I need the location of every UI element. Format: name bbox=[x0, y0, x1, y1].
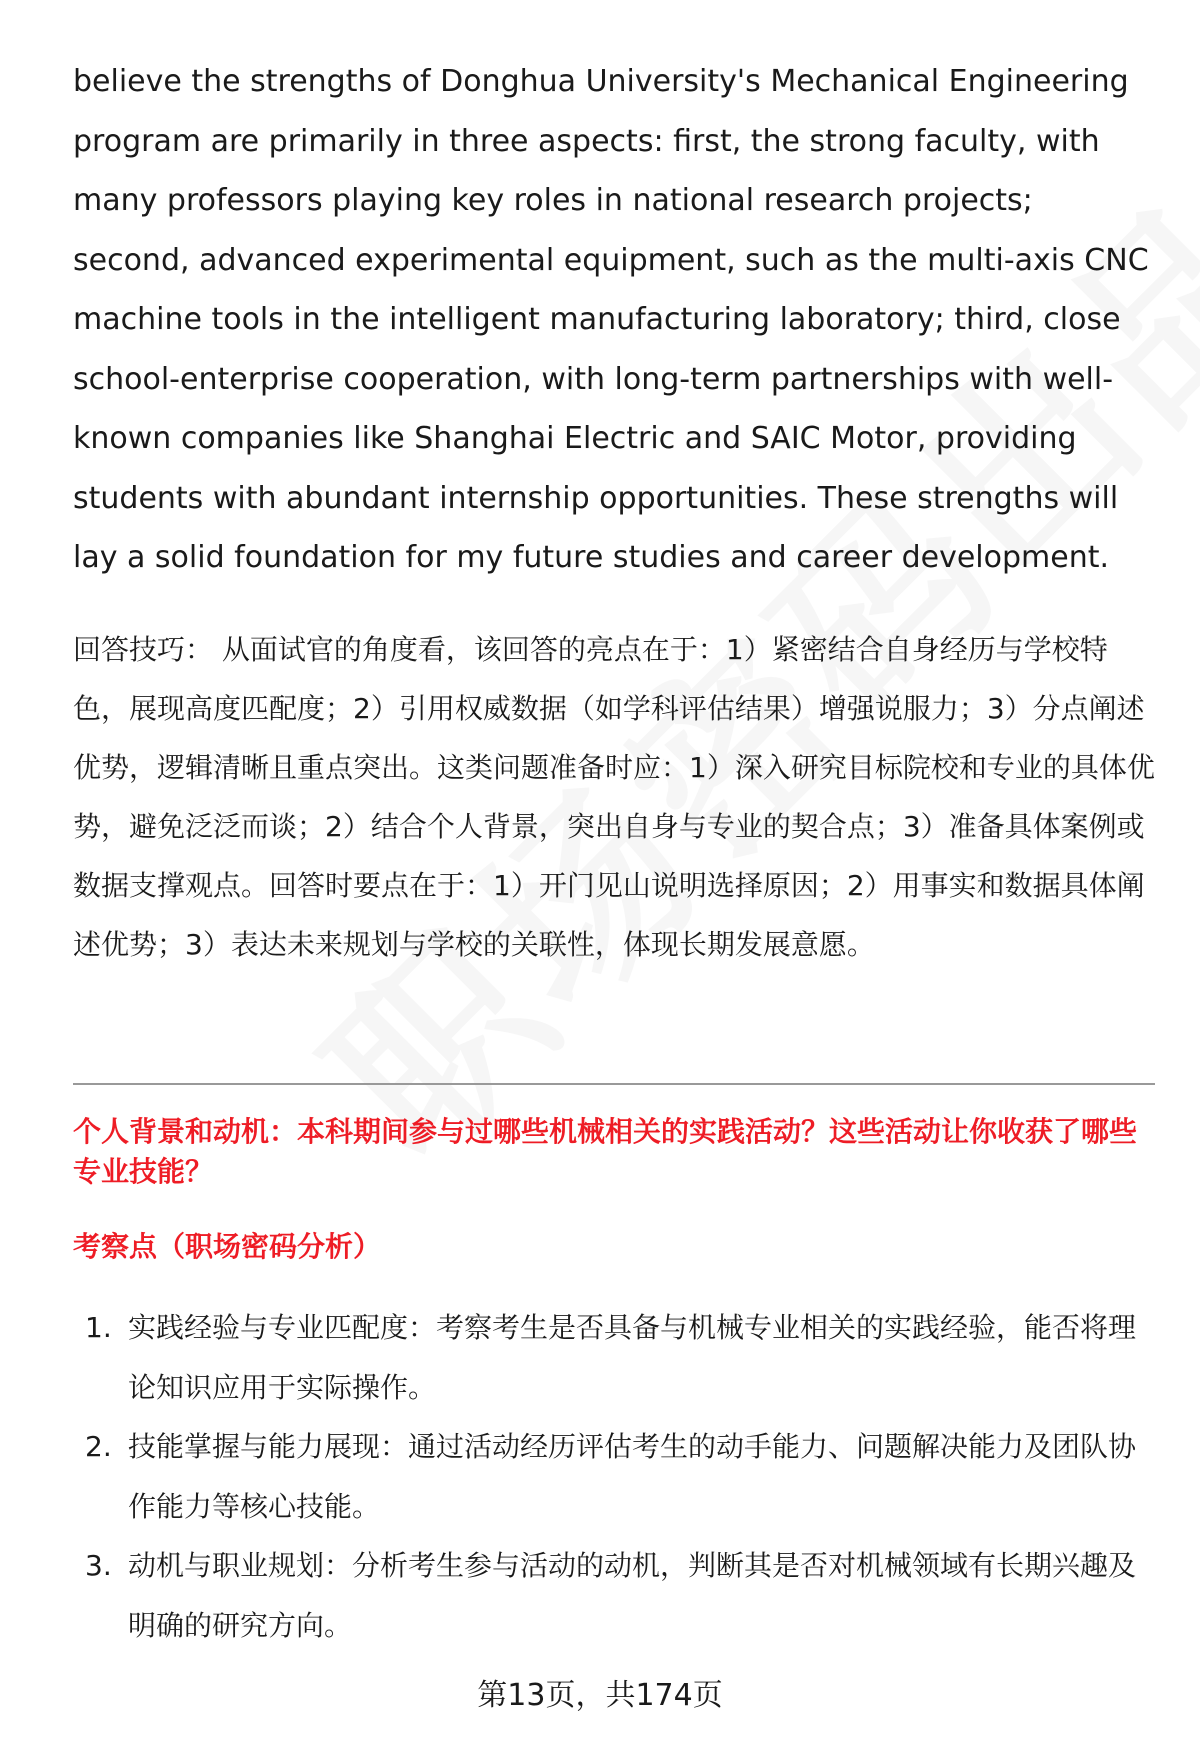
list-item bbox=[73, 1536, 1155, 1655]
list-item-text: 动机与职业规划：分析考生参与活动的动机，判断其是否对机械领域有长期兴趣及明确的研究方向。 bbox=[128, 1549, 1137, 1642]
english-answer-paragraph: believe the strengths of Donghua University's Mechanical Engineering program are primarily in three aspects: first, the strong faculty, with many professors playing key roles in national research projects; second, advanced experimental equipment, such as the multi-axis CNC machine tools in the intelligent manufacturing laboratory; third, close school-enterprise cooperation, with long-term partnerships with well-known companies like Shanghai Electric and SAIC Motor, providing students with abundant internship opportunities. These strengths will lay a solid foundation for my future studies and career development. bbox=[73, 64, 1149, 575]
list-item-number: 2. bbox=[85, 1430, 112, 1463]
question-heading: 个人背景和动机：本科期间参与过哪些机械相关的实践活动？这些活动让你收获了哪些专业技能？ bbox=[73, 1115, 1138, 1188]
list-item-number: 1. bbox=[85, 1311, 112, 1344]
section-divider bbox=[73, 1083, 1155, 1085]
assessment-points-list bbox=[73, 1298, 1155, 1655]
list-item-text: 实践经验与专业匹配度：考察考生是否具备与机械专业相关的实践经验，能否将理论知识应用于实际操作。 bbox=[128, 1311, 1137, 1404]
list-item-text: 技能掌握与能力展现：通过活动经历评估考生的动手能力、问题解决能力及团队协作能力等核心技能。 bbox=[128, 1430, 1137, 1523]
assessment-points-heading: 考察点（职场密码分析） bbox=[73, 1230, 382, 1263]
list-item bbox=[73, 1417, 1155, 1536]
list-item-number: 3. bbox=[85, 1549, 112, 1582]
answer-tips-paragraph: 回答技巧： 从面试官的角度看，该回答的亮点在于：1）紧密结合自身经历与学校特色，展现高度匹配度；2）引用权威数据（如学科评估结果）增强说服力；3）分点阐述优势，逻辑清晰且重点突出。这类问题准备时应：1）深入研究目标院校和专业的具体优势，避免泛泛而谈；2）结合个人背景，突出自身与专业的契合点；3）准备具体案例或数据支撑观点。回答时要点在于：1）开门见山说明选择原因；2）用事实和数据具体阐述优势；3）表达未来规划与学校的关联性，体现长期发展意愿。 bbox=[73, 633, 1155, 961]
page-number-footer: 第13页，共174页 bbox=[477, 1678, 723, 1713]
list-item bbox=[73, 1298, 1155, 1417]
